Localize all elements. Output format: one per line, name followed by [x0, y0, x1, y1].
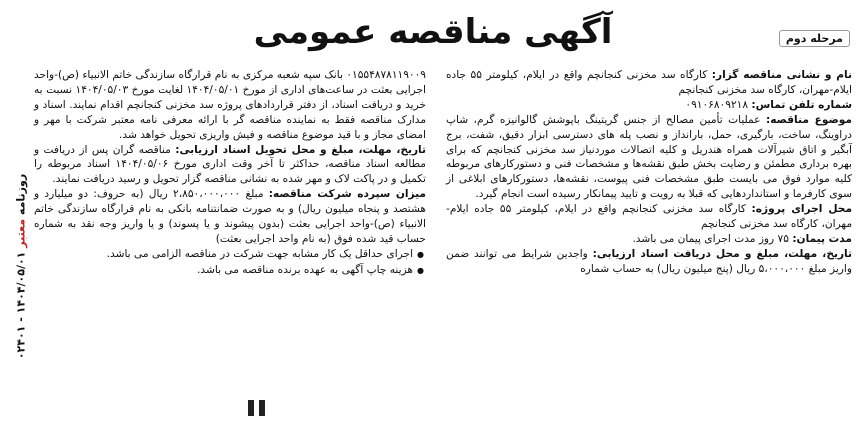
crop-mark: [259, 400, 265, 416]
document-receipt: [446, 247, 852, 277]
contract-duration-label: مدت پیمان:: [792, 232, 852, 245]
contract-duration-text: ۷۵ روز مدت اجرای پیمان می باشد.: [632, 232, 793, 245]
requirement-item: [34, 263, 426, 279]
tender-deposit-label: میزان سپرده شرکت مناقصه:: [268, 188, 426, 201]
project-location-label: محل اجرای پروژه:: [751, 203, 853, 216]
bullet-icon: ●: [417, 265, 424, 275]
tender-deposit: [34, 187, 426, 247]
tender-deposit-text: مبلغ ۲،۸۵۰،۰۰۰،۰۰۰ ریال (به حروف: دو میلیارد و هشتصد و پنجاه میلیون ریال) و به صورت ضمانتنامه بانکی به نام قرارگاه سازندگی خاتم الانبیاء (ص)-واحد اجرایی بعثت (بدون پیشوند و یا پسوند) و یا واریز وجه نقد به شماره حساب قید شده فوق (به نام واحد اجرایی بعثت): [34, 188, 426, 245]
newspaper-prefix: روزنامه: [14, 173, 28, 216]
newspaper-sidebar: [12, 120, 32, 416]
contact-phone-text: ۰۹۱۰۶۸۰۹۲۱۸: [685, 98, 752, 111]
project-location: [446, 202, 852, 232]
tender-notice: [12, 4, 854, 418]
tenderer-address: [446, 68, 852, 98]
document-receipt-text: واجدین شرایط می توانند ضمن واریز مبلغ ۵،۰۰۰،۰۰۰ ریال (پنج میلیون ریال) به حساب شماره: [446, 247, 852, 275]
contact-phone: [446, 98, 852, 113]
newspaper-ref: [15, 146, 28, 388]
crop-marks: [248, 400, 270, 420]
account-details: ۰۱۵۵۴۸۷۸۱۱۹۰۰۹ بانک سپه شعبه مرکزی به نام قرارگاه سازندگی خاتم الانبیاء (ص)-واحد اجرایی بعثت در ساعت‌های اداری از مورخ ۱۴۰۴/۰۵/۰۱ لغایت مورخ ۱۴۰۴/۰۵/۰۳ نسبت به خرید و دریافت اسناد، از دفتر قراردادهای پروژه سد مخزنی کنجانچم اقدام نمایند. اسناد و مدارک مناقصه فقط به نماینده مناقصه گر با ارائه معرفی نامه معتبر شرکت با مهر و امضای مجاز و با قید موضوع مناقصه و فیش واریزی تحویل خواهد شد.: [34, 69, 426, 141]
requirement-text: اجرای حداقل یک کار مشابه جهت شرکت در مناقصه الزامی می باشد.: [106, 247, 414, 260]
document-delivery: [34, 143, 426, 188]
stage-badge: مرحله دوم: [779, 30, 850, 47]
contract-duration: [446, 232, 852, 247]
tenderer-address-text: کارگاه سد مخزنی کنجانچم واقع در ایلام، کیلومتر ۵۵ جاده ایلام-مهران، کارگاه سد مخزنی کنجانچم: [446, 69, 852, 96]
tender-subject-text: عملیات تأمین مصالح از جنس گریتینگ باپوشش گالوانیزه گرم، شاپ دراوینگ، ساخت، بارگیری، حمل، بارانداز و نصب پله های دسترسی ابزار دقیق، شفت، برج آبگیر و اتاق شیرآلات همراه هندریل و کلیه اتصالات موردنیاز سد مخزنی کنجانچم که برای بهره برداری مطمئن و رضایت بخش طبق نقشه‌ها و مشخصات فنی و دستورکارهای مربوطه کلیه موارد فوق می بایست طبق مشخصات فنی پیوست، نقشه‌ها، دستورکارهای ابلاغی از سوی کارفرما و استانداردهایی که قبلا به رویت و تایید پیمانکار رسیده است انجام گیرد.: [446, 113, 852, 201]
contact-phone-label: شماره تلفن تماس:: [751, 98, 852, 111]
left-column: [34, 68, 426, 279]
tender-subject: [446, 113, 852, 202]
crop-mark: [248, 400, 254, 416]
document-delivery-label: تاریخ، مهلت، مبلغ و محل تحویل اسناد ارزیابی:: [175, 143, 427, 156]
document-delivery-text: مناقصه گران پس از دریافت و مطالعه اسناد مناقصه، حداکثر تا آخر وقت اداری مورخ ۱۴۰۴/۰۵/۰۶ اسناد مربوطه را تکمیل و در پاکت لاک و مهر شده به نشانی مناقصه گزار تحویل و رسید دریافت نمایند.: [34, 143, 426, 186]
document-receipt-label: تاریخ، مهلت، مبلغ و محل دریافت اسناد ارزیابی:: [592, 247, 852, 260]
notice-title: آگهی مناقصه عمومی: [253, 12, 613, 52]
project-location-text: کارگاه سد مخزنی کنجانچم واقع در ایلام، کیلومتر ۵۵ جاده ایلام-مهران، کارگاه سد مخزنی کنجانچم: [446, 203, 852, 231]
tenderer-address-label: نام و نشانی مناقصه گزار:: [711, 69, 852, 81]
tender-subject-label: موضوع مناقصه:: [765, 113, 852, 126]
bullet-icon: ●: [417, 249, 424, 259]
newspaper-brand: معتبر: [14, 218, 28, 248]
requirement-item: [34, 247, 426, 263]
requirement-text: هزینه چاپ آگهی به عهده برنده مناقصه می باشد.: [197, 263, 414, 276]
newspaper-issue: ۱۴۰۴/۰۵/۰۱ - ۰۲۴۰۱: [14, 251, 28, 360]
right-column: [446, 68, 852, 277]
